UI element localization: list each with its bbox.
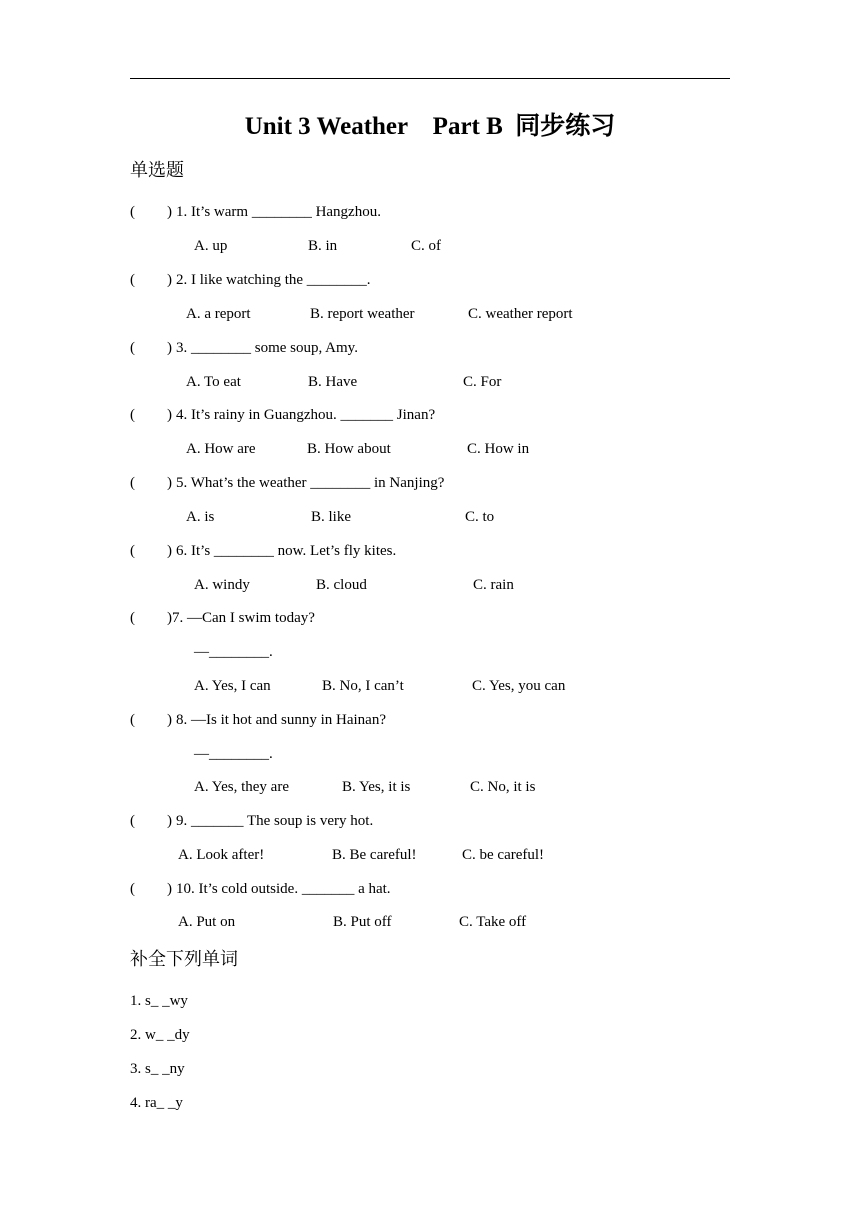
- header-rule: [130, 78, 730, 79]
- option-b-10: B. Put off: [333, 914, 392, 930]
- word-item-2: 2. w_ _dy: [130, 1027, 190, 1043]
- word-item-1: 1. s_ _wy: [130, 993, 188, 1009]
- question-bracket: (: [130, 475, 135, 491]
- option-c-5: C. to: [465, 509, 495, 525]
- question-close-4: ): [167, 407, 172, 423]
- option-b-7: B. No, I can’t: [322, 678, 404, 694]
- option-b-2: B. report weather: [310, 306, 415, 322]
- question-stem-8: 8. —Is it hot and sunny in Hainan?: [176, 712, 386, 728]
- question-bracket: (: [130, 813, 135, 829]
- option-c-8: C. No, it is: [470, 779, 536, 795]
- option-a-6: A. windy: [194, 577, 250, 593]
- option-c-4: C. How in: [467, 441, 530, 457]
- question-close-10: ): [167, 881, 172, 897]
- reply-line-7: —________.: [194, 644, 273, 660]
- option-a-2: A. a report: [186, 306, 251, 322]
- question-stem-6: 6. It’s ________ now. Let’s fly kites.: [176, 543, 397, 559]
- option-a-1: A. up: [194, 238, 228, 254]
- question-stem-9: 9. _______ The soup is very hot.: [176, 813, 374, 829]
- question-stem-4: 4. It’s rainy in Guangzhou. _______ Jinan?: [176, 407, 436, 423]
- word-item-3: 3. s_ _ny: [130, 1061, 185, 1077]
- question-close-6: ): [167, 543, 172, 559]
- option-a-7: A. Yes, I can: [194, 678, 271, 694]
- option-a-4: A. How are: [186, 441, 256, 457]
- page-title: Unit 3 Weather Part B 同步练习: [244, 113, 616, 140]
- option-c-2: C. weather report: [468, 306, 573, 322]
- question-stem-2: 2. I like watching the ________.: [176, 272, 371, 288]
- question-bracket: (: [130, 204, 135, 220]
- question-stem-3: 3. ________ some soup, Amy.: [176, 340, 358, 356]
- question-close-7: ): [167, 610, 172, 626]
- question-bracket: (: [130, 881, 135, 897]
- question-bracket: (: [130, 712, 135, 728]
- question-close-9: ): [167, 813, 172, 829]
- section-heading-fill: 补全下列单词: [130, 949, 238, 970]
- option-a-8: A. Yes, they are: [194, 779, 289, 795]
- option-c-1: C. of: [411, 238, 441, 254]
- option-a-3: A. To eat: [186, 374, 241, 390]
- word-item-4: 4. ra_ _y: [130, 1095, 183, 1111]
- question-stem-5: 5. What’s the weather ________ in Nanjing?: [176, 475, 445, 491]
- option-b-6: B. cloud: [316, 577, 367, 593]
- question-stem-7: 7. —Can I swim today?: [172, 610, 315, 626]
- question-bracket: (: [130, 340, 135, 356]
- option-b-1: B. in: [308, 238, 338, 254]
- option-b-3: B. Have: [308, 374, 358, 390]
- question-bracket: (: [130, 272, 135, 288]
- option-b-4: B. How about: [307, 441, 391, 457]
- option-b-9: B. Be careful!: [332, 847, 417, 863]
- question-close-5: ): [167, 475, 172, 491]
- question-bracket: (: [130, 610, 135, 626]
- question-close-8: ): [167, 712, 172, 728]
- option-a-9: A. Look after!: [178, 847, 265, 863]
- option-a-5: A. is: [186, 509, 215, 525]
- option-c-3: C. For: [463, 374, 502, 390]
- option-c-6: C. rain: [473, 577, 514, 593]
- reply-line-8: —________.: [194, 746, 273, 762]
- question-stem-1: 1. It’s warm ________ Hangzhou.: [176, 204, 381, 220]
- option-c-9: C. be careful!: [462, 847, 545, 863]
- option-b-5: B. like: [311, 509, 351, 525]
- option-c-10: C. Take off: [459, 914, 527, 930]
- question-close-3: ): [167, 340, 172, 356]
- question-close-2: ): [167, 272, 172, 288]
- option-a-10: A. Put on: [178, 914, 236, 930]
- question-bracket: (: [130, 407, 135, 423]
- section-heading-choice: 单选题: [130, 160, 184, 181]
- option-c-7: C. Yes, you can: [472, 678, 566, 694]
- question-stem-10: 10. It’s cold outside. _______ a hat.: [176, 881, 391, 897]
- question-close-1: ): [167, 204, 172, 220]
- option-b-8: B. Yes, it is: [342, 779, 411, 795]
- question-bracket: (: [130, 543, 135, 559]
